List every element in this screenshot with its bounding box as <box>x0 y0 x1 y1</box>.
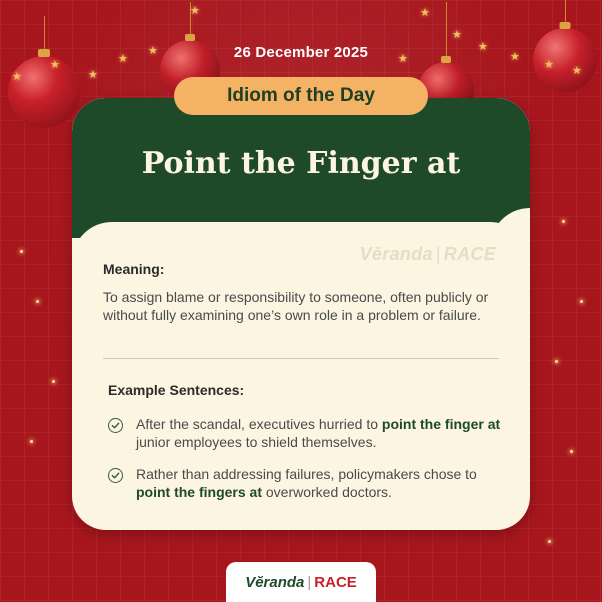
sparkle <box>20 250 23 253</box>
star-icon: ★ <box>572 65 582 77</box>
check-circle-icon <box>108 418 123 433</box>
ornament-left <box>8 56 80 128</box>
star-icon: ★ <box>148 45 158 57</box>
sparkle <box>548 540 551 543</box>
star-icon: ★ <box>50 59 60 71</box>
idiom-card <box>72 98 530 530</box>
idiom-of-the-day-badge: Idiom of the Day <box>174 77 428 115</box>
star-icon: ★ <box>190 5 200 17</box>
sparkle <box>36 300 39 303</box>
sparkle <box>30 440 33 443</box>
star-icon: ★ <box>478 41 488 53</box>
sparkle <box>555 360 558 363</box>
check-circle-icon <box>108 468 123 483</box>
example-text: After the scandal, executives hurried to point the finger at junior employees to shield themselves. <box>136 416 501 450</box>
sparkle <box>570 450 573 453</box>
footer-logo[interactable]: Vĕranda | RACE <box>226 562 376 602</box>
idiom-highlight: point the fingers at <box>136 483 262 500</box>
star-icon: ★ <box>118 53 128 65</box>
sparkle <box>562 220 565 223</box>
star-icon: ★ <box>510 51 520 63</box>
meaning-label: Meaning: <box>103 261 165 277</box>
divider <box>103 358 499 359</box>
watermark-logo: Vĕranda | RACE <box>359 244 496 264</box>
idiom-title: Point the Finger at <box>141 146 461 181</box>
sparkle <box>52 380 55 383</box>
examples-label: Example Sentences: <box>108 382 245 398</box>
example-text: Rather than addressing failures, policymakers chose to point the fingers at overworked doctors. <box>136 466 477 500</box>
sparkle <box>580 300 583 303</box>
date-text: 26 December 2025 <box>233 44 369 61</box>
star-icon: ★ <box>452 29 462 41</box>
idiom-highlight: point the finger at <box>381 416 501 432</box>
star-icon: ★ <box>398 53 408 65</box>
star-icon: ★ <box>420 7 430 19</box>
star-icon: ★ <box>544 59 554 71</box>
meaning-text: To assign blame or responsibility to someone, often publicly or without fully examining one’s own role in a problem or failure. <box>103 289 489 323</box>
star-icon: ★ <box>12 71 22 83</box>
star-icon: ★ <box>88 69 98 81</box>
example-item <box>108 416 508 451</box>
example-item <box>108 466 508 501</box>
